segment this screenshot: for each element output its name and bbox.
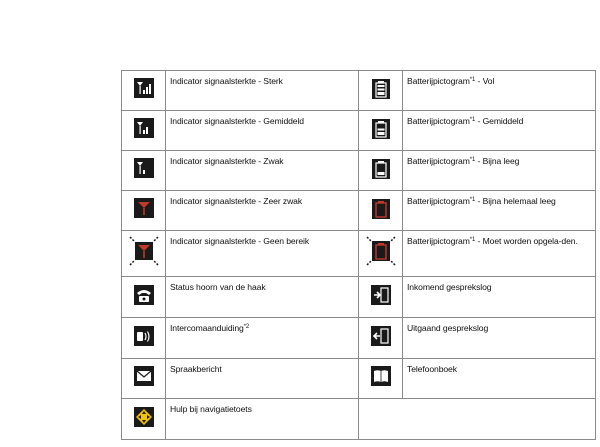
signal-strong-icon xyxy=(134,78,154,98)
table-row xyxy=(122,359,596,399)
legend-label-suffix: - Moet worden opgela-den. xyxy=(475,236,578,246)
legend-label: Batterijpictogram xyxy=(407,156,470,166)
table-row xyxy=(122,71,596,111)
table-row xyxy=(122,399,596,440)
signal-very-weak-icon xyxy=(134,198,154,218)
legend-label: Inkomend gesprekslog xyxy=(403,277,596,318)
legend-label: Status hoorn van de haak xyxy=(166,277,359,318)
intercom-icon xyxy=(134,326,154,346)
legend-label: Hulp bij navigatietoets xyxy=(166,399,359,440)
top-margin xyxy=(0,0,600,70)
legend-label: Spraakbericht xyxy=(166,359,359,399)
legend-label-suffix: - Gemiddeld xyxy=(475,116,524,126)
legend-label: Intercomaanduiding xyxy=(170,323,244,333)
table-row xyxy=(122,318,596,359)
legend-label: Indicator signaalsterkte - Geen bereik xyxy=(166,231,359,277)
signal-medium-icon xyxy=(134,118,154,138)
footnote-marker: *1 xyxy=(469,237,476,243)
off-hook-icon xyxy=(134,285,154,305)
legend-label: Telefoonboek xyxy=(403,359,596,399)
battery-full-icon xyxy=(371,78,391,98)
incoming-call-log-icon xyxy=(371,285,391,305)
legend-label: Batterijpictogram xyxy=(407,116,470,126)
legend-label: Indicator signaalsterkte - Gemiddeld xyxy=(166,111,359,151)
navigation-key-icon xyxy=(134,407,154,427)
legend-label-suffix: - Bijna leeg xyxy=(475,156,520,166)
legend-label: Batterijpictogram xyxy=(407,76,470,86)
footnote-marker: *1 xyxy=(469,157,476,163)
battery-nearly-completely-empty-icon xyxy=(371,198,391,218)
empty-cell xyxy=(359,399,596,440)
footnote-marker: *2 xyxy=(243,324,250,330)
legend-label: Indicator signaalsterkte - Zwak xyxy=(166,151,359,191)
signal-weak-icon xyxy=(134,158,154,178)
table-row xyxy=(122,277,596,318)
table-row xyxy=(122,111,596,151)
table-row xyxy=(122,231,596,277)
phonebook-icon xyxy=(371,366,391,386)
legend-label: Batterijpictogram xyxy=(407,196,470,206)
legend-label: Uitgaand gesprekslog xyxy=(403,318,596,359)
legend-label: Indicator signaalsterkte - Zeer zwak xyxy=(166,191,359,231)
legend-label-suffix: - Bijna helemaal leeg xyxy=(475,196,556,206)
legend-label-suffix: - Vol xyxy=(475,76,495,86)
legend-label: Indicator signaalsterkte - Sterk xyxy=(166,71,359,111)
legend-label: Batterijpictogram xyxy=(407,236,470,246)
table-row xyxy=(122,151,596,191)
signal-no-range-icon xyxy=(129,236,159,266)
outgoing-call-log-icon xyxy=(371,326,391,346)
footnote-marker: *1 xyxy=(469,77,476,83)
footnote-marker: *1 xyxy=(469,117,476,123)
footnote-marker: *1 xyxy=(469,197,476,203)
voicemail-icon xyxy=(134,366,154,386)
battery-medium-icon xyxy=(371,118,391,138)
table-row xyxy=(122,191,596,231)
icon-legend-table xyxy=(121,70,596,440)
battery-must-charge-icon xyxy=(366,236,396,266)
battery-almost-empty-icon xyxy=(371,158,391,178)
